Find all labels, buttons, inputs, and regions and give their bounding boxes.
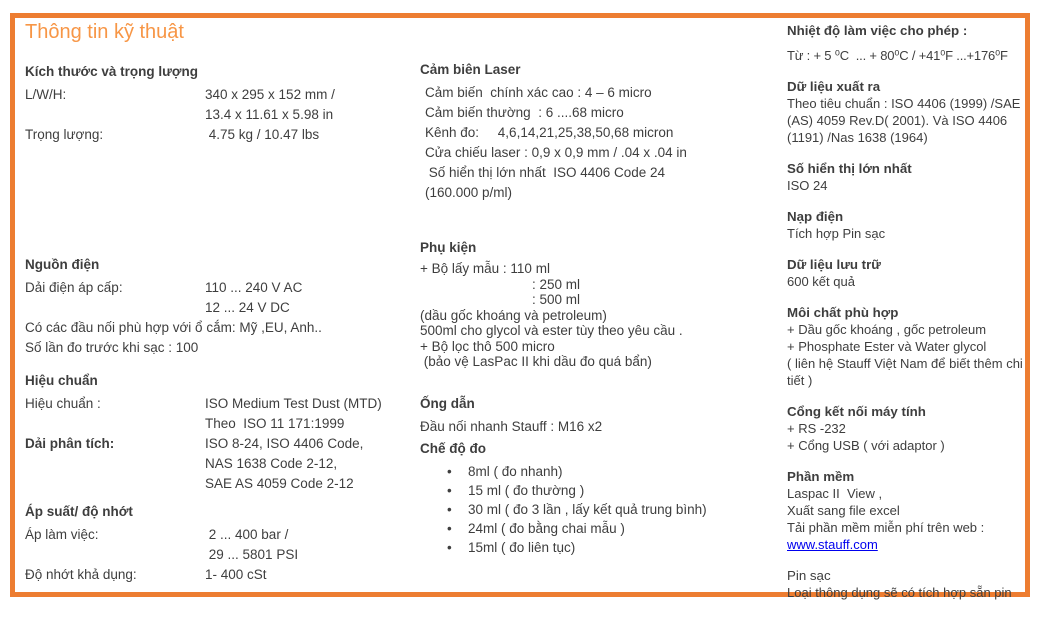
section-heading: Phần mềm bbox=[787, 469, 855, 484]
spec-row bbox=[25, 565, 410, 585]
text-line: (dầu gốc khoáng và petroleum) bbox=[420, 307, 607, 323]
section-heading: Dữ liệu lưu trữ bbox=[787, 257, 881, 272]
spec-value: 4.75 kg / 10.47 lbs bbox=[205, 127, 320, 142]
section-heading: Ống dẫn bbox=[420, 395, 475, 411]
text-line: Theo tiêu chuẩn : ISO 4406 (1999) /SAE (AS) 4059 Rev.D( 2001). Và ISO 4406 (1191) /Nas 1638 (1964) bbox=[787, 96, 1025, 145]
text-line: + Cổng USB ( với adaptor ) bbox=[787, 438, 945, 453]
section-hose bbox=[420, 394, 790, 437]
text-line: 500ml cho glycol và ester tùy theo yêu cầu . bbox=[420, 323, 683, 338]
spec-value: 110 ... 240 V AC bbox=[205, 280, 303, 295]
spec-value: ISO 8-24, ISO 4406 Code, bbox=[205, 436, 364, 451]
section-heading: Dữ liệu xuất ra bbox=[787, 79, 881, 94]
spec-row bbox=[25, 278, 410, 318]
list-item: • 8ml ( đo nhanh) bbox=[420, 462, 790, 481]
page-border-frame bbox=[10, 13, 1030, 600]
section-heading: Số hiển thị lớn nhất bbox=[787, 161, 912, 176]
section-heading: Cảm biên Laser bbox=[420, 62, 521, 77]
spec-label: Dải điện áp cấp: bbox=[25, 280, 123, 295]
section-heading: Nguồn điện bbox=[25, 257, 100, 272]
text-line: (160.000 p/ml) bbox=[425, 185, 513, 200]
text-line: Cửa chiếu laser : 0,9 x 0,9 mm / .04 x .04 in bbox=[425, 145, 687, 160]
text-line: Kênh đo: 4,6,14,21,25,38,50,68 micron bbox=[425, 125, 674, 140]
text-line: Số lần đo trước khi sạc : 100 bbox=[25, 340, 199, 355]
spec-value: SAE AS 4059 Code 2-12 bbox=[205, 476, 354, 491]
section-measure-modes bbox=[420, 439, 790, 557]
text-line: Số hiển thị lớn nhất ISO 4406 Code 24 bbox=[425, 165, 666, 180]
text-line: ( liên hệ Stauff Việt Nam để biết thêm chi tiết ) bbox=[787, 356, 1027, 388]
text-line: Cảm biến chính xác cao : 4 – 6 micro bbox=[425, 85, 652, 100]
section-laser-sensor bbox=[420, 60, 790, 203]
text-line: + RS -232 bbox=[787, 421, 846, 436]
section-data-storage bbox=[787, 256, 1040, 290]
text-line: + Bộ lấy mẫu : 110 ml bbox=[420, 261, 550, 276]
text-line: Xuất sang file excel bbox=[787, 503, 900, 518]
spec-value: 1- 400 cSt bbox=[205, 567, 267, 582]
section-heading: Chế độ đo bbox=[420, 440, 486, 456]
text-line: ISO 24 bbox=[787, 178, 828, 193]
text-line: Tích hợp Pin sạc bbox=[787, 226, 886, 241]
section-heading: Pin sạc bbox=[787, 568, 831, 583]
spec-label: Dải phân tích: bbox=[25, 436, 115, 451]
section-accessories bbox=[420, 238, 790, 370]
text-line: Có các đầu nối phù hợp với ổ cắm: Mỹ ,EU, Anh.. bbox=[25, 320, 322, 335]
spec-value: 12 ... 24 V DC bbox=[205, 300, 290, 315]
spec-row bbox=[25, 125, 410, 145]
spec-value: 13.4 x 11.61 x 5.98 in bbox=[205, 107, 334, 122]
section-heading: Áp suất/ độ nhớt bbox=[25, 504, 133, 519]
spec-row bbox=[25, 85, 410, 125]
spec-value: Theo ISO 11 171:1999 bbox=[205, 416, 345, 431]
section-operating-temp bbox=[787, 22, 1040, 64]
text-line: Cảm biến thường : 6 ....68 micro bbox=[425, 105, 624, 120]
spec-row bbox=[25, 394, 410, 434]
text-line: Từ : + 5 ⁰C ... + 80⁰C / +41⁰F ...+176⁰F bbox=[787, 48, 1008, 63]
list-item: • 15 ml ( đo thường ) bbox=[420, 481, 790, 500]
text-line: : 500 ml bbox=[532, 292, 581, 307]
section-heading: Nạp điện bbox=[787, 209, 844, 224]
list-item: • 24ml ( đo bằng chai mẫu ) bbox=[420, 519, 790, 538]
section-battery bbox=[787, 567, 1040, 601]
section-pc-ports bbox=[787, 403, 1040, 454]
section-heading: Phụ kiện bbox=[420, 240, 477, 255]
section-max-display bbox=[787, 160, 1040, 194]
section-data-output bbox=[787, 78, 1040, 146]
text-line: : 250 ml bbox=[532, 276, 581, 292]
section-software bbox=[787, 468, 1040, 553]
section-power bbox=[25, 255, 410, 358]
list-item: • 15ml ( đo liên tục) bbox=[420, 538, 790, 557]
text-line: Đầu nối nhanh Stauff : M16 x2 bbox=[420, 418, 603, 434]
right-column bbox=[787, 22, 1040, 615]
left-column bbox=[25, 20, 410, 585]
text-line: + Phosphate Ester và Water glycol bbox=[787, 339, 987, 354]
text-line: + Dầu gốc khoáng , gốc petroleum bbox=[787, 322, 987, 337]
spec-label: Hiệu chuẩn : bbox=[25, 396, 101, 411]
spec-label: Áp làm việc: bbox=[25, 527, 99, 542]
section-heading: Môi chất phù hợp bbox=[787, 305, 899, 320]
section-heading: Cổng kết nối máy tính bbox=[787, 404, 926, 419]
spec-label: Trọng lượng: bbox=[25, 127, 104, 142]
spec-row bbox=[25, 525, 410, 565]
page-title: Thông tin kỹ thuật bbox=[25, 21, 184, 43]
spec-value: 2 ... 400 bar / bbox=[205, 527, 289, 542]
spec-value: NAS 1638 Code 2-12, bbox=[205, 456, 338, 471]
middle-column bbox=[420, 60, 790, 557]
text-line: Tải phần mềm miễn phí trên web : bbox=[787, 520, 985, 535]
spec-value: 29 ... 5801 PSI bbox=[205, 547, 299, 562]
section-charging bbox=[787, 208, 1040, 242]
text-line: Loại thông dụng sẽ có tích hợp sẵn pin bbox=[787, 585, 1012, 600]
spec-row bbox=[25, 434, 410, 494]
spec-value: ISO Medium Test Dust (MTD) bbox=[205, 396, 382, 411]
section-calibration bbox=[25, 371, 410, 494]
spec-value: 340 x 295 x 152 mm / bbox=[205, 87, 335, 102]
section-dimensions bbox=[25, 62, 410, 145]
text-line: 600 kết quả bbox=[787, 274, 855, 289]
list-item: • 30 ml ( đo 3 lần , lấy kết quả trung bình) bbox=[420, 500, 790, 519]
text-line: Laspac II View , bbox=[787, 486, 883, 501]
text-line: (bảo vệ LasPac II khi dầu đo quá bẩn) bbox=[420, 354, 652, 369]
stauff-website-link[interactable]: www.stauff.com bbox=[787, 537, 878, 552]
spec-label: L/W/H: bbox=[25, 87, 67, 102]
section-pressure bbox=[25, 502, 410, 585]
section-heading: Hiệu chuẩn bbox=[25, 373, 98, 388]
section-heading: Nhiệt độ làm việc cho phép : bbox=[787, 23, 968, 38]
text-line: + Bộ lọc thô 500 micro bbox=[420, 338, 555, 354]
spec-label: Độ nhớt khả dụng: bbox=[25, 567, 137, 582]
section-fluids bbox=[787, 304, 1040, 389]
section-heading: Kích thước và trọng lượng bbox=[25, 64, 199, 79]
